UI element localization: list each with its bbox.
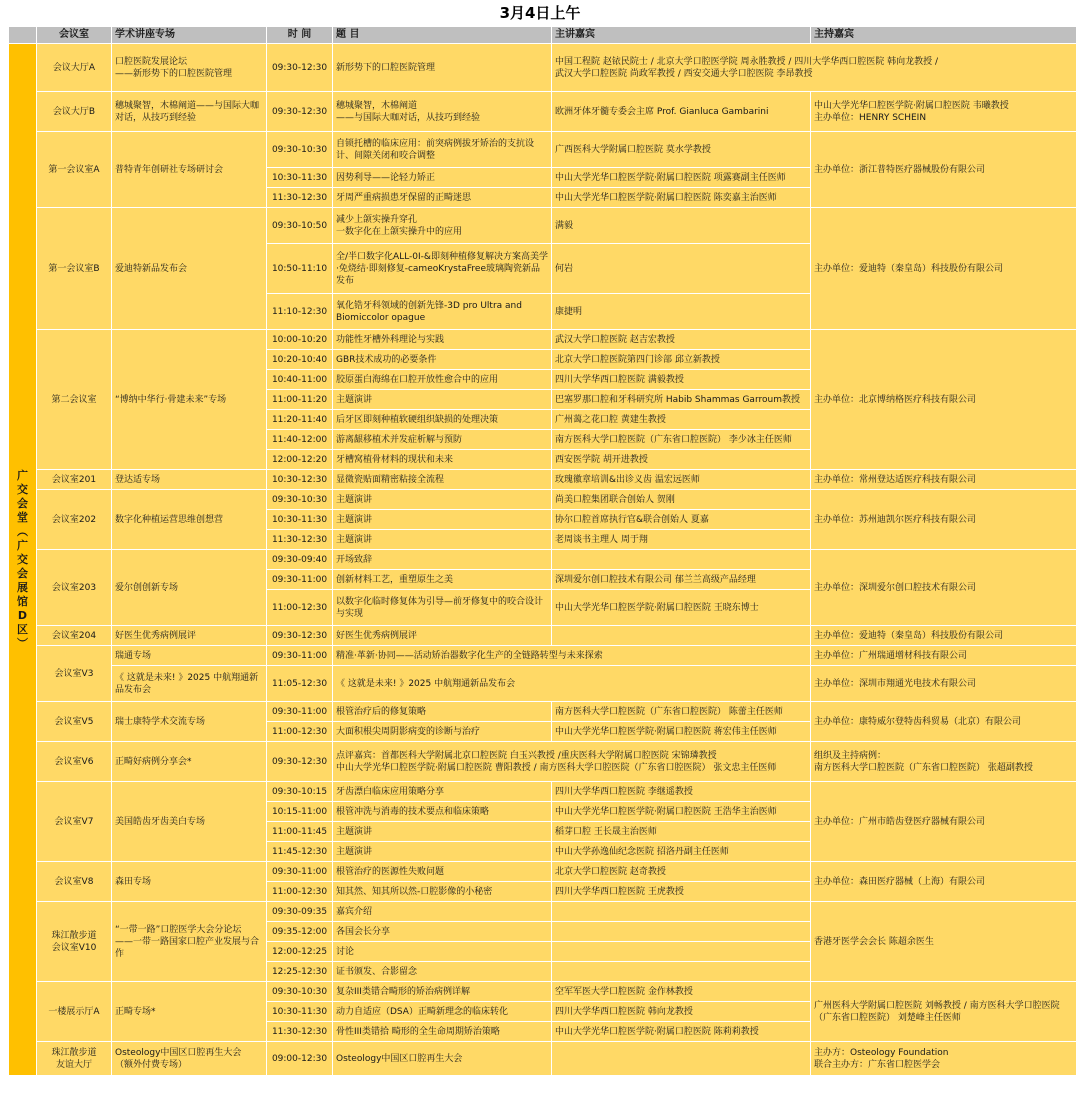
host-cell: 主办单位：深圳市翔通光电技术有限公司 — [811, 666, 1077, 702]
topic-cell: 功能性牙槽外科理论与实践 — [333, 330, 552, 350]
host-cell: 广州医科大学附属口腔医院 刘畅教授 / 南方医科大学口腔医院（广东省口腔医院） 刘楚峰主任医师 — [811, 982, 1077, 1042]
table-row — [9, 208, 1077, 244]
session-cell: 美国皓齿牙齿美白专场 — [112, 782, 267, 862]
speaker-cell: 武汉大学口腔医院 赵吉宏教授 — [552, 330, 811, 350]
time-cell: 09:30-10:15 — [267, 782, 333, 802]
speaker-cell — [552, 550, 811, 570]
table-row — [9, 132, 1077, 168]
speaker-cell: 四川大学华西口腔医院 李继遥教授 — [552, 782, 811, 802]
room-cell: 第二会议室 — [37, 330, 112, 470]
host-cell: 组织及主持病例： 南方医科大学口腔医院（广东省口腔医院） 张超副教授 — [811, 742, 1077, 782]
topic-cell: 开场致辞 — [333, 550, 552, 570]
speaker-cell: 中山大学光华口腔医学院·附属口腔医院 陈奕嘉主治医师 — [552, 188, 811, 208]
time-cell: 09:30-10:30 — [267, 490, 333, 510]
session-cell: 好医生优秀病例展评 — [112, 626, 267, 646]
topic-cell: 新形势下的口腔医院管理 — [333, 44, 552, 92]
speaker-cell: 中山大学光华口腔医学院·附属口腔医院 项露赛副主任医师 — [552, 168, 811, 188]
table-row — [9, 742, 1077, 782]
speaker-cell: 中山大学孙逸仙纪念医院 招洛丹副主任医师 — [552, 842, 811, 862]
topic-cell: 胶原蛋白海绵在口腔开放性愈合中的应用 — [333, 370, 552, 390]
room-cell: 一楼展示厅A — [37, 982, 112, 1042]
speaker-cell — [552, 922, 811, 942]
time-cell: 10:15-11:00 — [267, 802, 333, 822]
table-row — [9, 702, 1077, 722]
speaker-cell: 何岩 — [552, 244, 811, 294]
speaker-cell — [552, 626, 811, 646]
time-cell: 09:30-11:00 — [267, 646, 333, 666]
speaker-cell — [552, 942, 811, 962]
topic-cell: 根管冲洗与消毒的技术要点和临床策略 — [333, 802, 552, 822]
time-cell: 10:50-11:10 — [267, 244, 333, 294]
room-cell: 会议室203 — [37, 550, 112, 626]
header-topic: 题 目 — [333, 27, 552, 44]
time-cell: 09:30-09:40 — [267, 550, 333, 570]
table-row — [9, 490, 1077, 510]
topic-cell: 以数字化临时修复体为引导—前牙修复中的咬合设计与实现 — [333, 590, 552, 626]
time-cell: 11:00-11:20 — [267, 390, 333, 410]
speaker-cell — [552, 962, 811, 982]
time-cell: 11:00-12:30 — [267, 882, 333, 902]
room-cell: 会议室201 — [37, 470, 112, 490]
topic-cell: 根管治疗的医源性失败问题 — [333, 862, 552, 882]
room-cell: 第一会议室B — [37, 208, 112, 330]
session-cell: 口腔医院发展论坛 ——新形势下的口腔医院管理 — [112, 44, 267, 92]
time-cell: 11:00-12:30 — [267, 722, 333, 742]
topic-cell: 嘉宾介绍 — [333, 902, 552, 922]
topic-cell: 《 这就是未来! 》2025 中航翔通新品发布会 — [333, 666, 811, 702]
topic-cell: 创新材料工艺，重塑原生之美 — [333, 570, 552, 590]
time-cell: 11:30-12:30 — [267, 188, 333, 208]
speaker-cell: 玫瑰徽章培训&出诊义齿 温宏远医师 — [552, 470, 811, 490]
topic-cell: Osteology中国区口腔再生大会 — [333, 1042, 552, 1076]
time-cell: 10:30-11:30 — [267, 168, 333, 188]
topic-cell: 自锁托槽的临床应用：前突病例拔牙矫治的支抗设计、间隙关闭和咬合调整 — [333, 132, 552, 168]
time-cell: 11:20-11:40 — [267, 410, 333, 430]
time-cell: 12:00-12:20 — [267, 450, 333, 470]
time-cell: 09:30-12:30 — [267, 92, 333, 132]
speaker-cell — [552, 1042, 811, 1076]
time-cell: 11:10-12:30 — [267, 294, 333, 330]
header-room: 会议室 — [37, 27, 112, 44]
topic-cell: 根管治疗后的修复策略 — [333, 702, 552, 722]
session-cell: 正畸好病例分享会* — [112, 742, 267, 782]
speaker-cell: 中山大学光华口腔医学院·附属口腔医院 王浩华主治医师 — [552, 802, 811, 822]
table-row — [9, 902, 1077, 922]
time-cell: 09:30-09:35 — [267, 902, 333, 922]
time-cell: 09:30-10:30 — [267, 132, 333, 168]
time-cell: 09:30-11:00 — [267, 570, 333, 590]
table-row — [9, 92, 1077, 132]
topic-cell: 主题演讲 — [333, 390, 552, 410]
topic-cell: 主题演讲 — [333, 510, 552, 530]
room-cell: 第一会议室A — [37, 132, 112, 208]
speaker-cell: 满毅 — [552, 208, 811, 244]
speaker-cell: 四川大学华西口腔医院 王虎教授 — [552, 882, 811, 902]
topic-cell: 穗城聚智，木棉阐道 ——与国际大咖对话，从技巧到经验 — [333, 92, 552, 132]
speaker-cell: 康捷明 — [552, 294, 811, 330]
schedule-table — [8, 26, 1077, 1076]
header-speaker: 主讲嘉宾 — [552, 27, 811, 44]
topic-cell: 游离龈移植术并发症析解与预防 — [333, 430, 552, 450]
host-cell: 主办单位：爱迪特（秦皇岛）科技股份有限公司 — [811, 208, 1077, 330]
topic-cell: 牙槽窝植骨材料的现状和未来 — [333, 450, 552, 470]
topic-cell: 精准·革新·协同——活动矫治器数字化生产的全链路转型与未来探索 — [333, 646, 811, 666]
room-cell: 会议大厅A — [37, 44, 112, 92]
time-cell: 10:40-11:00 — [267, 370, 333, 390]
speaker-cell: 广西医科大学附属口腔医院 莫水学教授 — [552, 132, 811, 168]
topic-cell: 大面积根尖周阴影病变的诊断与治疗 — [333, 722, 552, 742]
topic-cell: 全/半口数字化ALL-0I-&即刻种植修复解决方案高美学·免烧结·即刻修复-cameoKrystaFree玻璃陶瓷新品发布 — [333, 244, 552, 294]
session-cell: “一带一路”口腔医学大会分论坛 ——一带一路国家口腔产业发展与合作 — [112, 902, 267, 982]
room-cell: 珠江散步道 友谊大厅 — [37, 1042, 112, 1076]
time-cell: 09:30-11:00 — [267, 702, 333, 722]
session-cell: 登达适专场 — [112, 470, 267, 490]
table-row — [9, 782, 1077, 802]
speaker-cell: 中山大学光华口腔医学院·附属口腔医院 陈莉莉教授 — [552, 1022, 811, 1042]
session-cell: 爱迪特新品发布会 — [112, 208, 267, 330]
topic-cell: 复杂III类错合畸形的矫治病例详解 — [333, 982, 552, 1002]
host-cell: 主办方：Osteology Foundation 联合主办方：广东省口腔医学会 — [811, 1042, 1077, 1076]
time-cell: 11:30-12:30 — [267, 1022, 333, 1042]
topic-cell: 知其然、知其所以然-口腔影像的小秘密 — [333, 882, 552, 902]
table-row — [9, 330, 1077, 350]
session-cell: 爱尔创创新专场 — [112, 550, 267, 626]
venue-label: 广 交 会 堂 ︵ 广 交 会 展 馆 D 区 ︶ — [9, 44, 37, 1076]
table-row — [9, 646, 1077, 666]
speaker-cell: 广州蔼之花口腔 黄建生教授 — [552, 410, 811, 430]
table-row — [9, 982, 1077, 1002]
time-cell: 12:25-12:30 — [267, 962, 333, 982]
header-venue-col — [9, 27, 37, 44]
time-cell: 09:00-12:30 — [267, 1042, 333, 1076]
host-cell: 中山大学光华口腔医学院·附属口腔医院 韦曦教授 主办单位：HENRY SCHEIN — [811, 92, 1077, 132]
time-cell: 10:00-10:20 — [267, 330, 333, 350]
time-cell: 11:05-12:30 — [267, 666, 333, 702]
room-cell: 会议室V3 — [37, 646, 112, 702]
topic-cell: 后牙区即刻种植软硬组织缺损的处理决策 — [333, 410, 552, 430]
host-cell: 香港牙医学会会长 陈超余医生 — [811, 902, 1077, 982]
session-cell: 数字化种植运营思维创想营 — [112, 490, 267, 550]
host-cell: 主办单位：森田医疗器械（上海）有限公司 — [811, 862, 1077, 902]
speaker-cell: 四川大学华西口腔医院 韩向龙教授 — [552, 1002, 811, 1022]
time-cell: 11:30-12:30 — [267, 530, 333, 550]
time-cell: 11:00-12:30 — [267, 590, 333, 626]
table-row — [9, 666, 1077, 702]
header-row — [9, 27, 1077, 44]
room-cell: 会议室V8 — [37, 862, 112, 902]
topic-cell: 牙周严重病损患牙保留的正畸迷思 — [333, 188, 552, 208]
time-cell: 09:30-10:50 — [267, 208, 333, 244]
room-cell: 会议室V7 — [37, 782, 112, 862]
topic-cell: GBR技术成功的必要条件 — [333, 350, 552, 370]
topic-cell: 各国会长分享 — [333, 922, 552, 942]
speaker-cell: 尚美口腔集团联合创始人 贺刚 — [552, 490, 811, 510]
session-cell: “博纳中华行·骨建未来”专场 — [112, 330, 267, 470]
topic-cell: 主题演讲 — [333, 530, 552, 550]
topic-cell: 氧化锆牙科领域的创新先锋-3D pro Ultra and Biomiccolor opague — [333, 294, 552, 330]
host-cell: 主办单位：苏州迪凯尔医疗科技有限公司 — [811, 490, 1077, 550]
page-title: 3月4日上午 — [499, 4, 581, 22]
speaker-cell: 中山大学光华口腔医学院·附属口腔医院 王晓东博士 — [552, 590, 811, 626]
speaker-cell: 欧洲牙体牙髓专委会主席 Prof. Gianluca Gambarini — [552, 92, 811, 132]
table-row — [9, 550, 1077, 570]
table-row — [9, 862, 1077, 882]
speaker-cell: 空军军医大学口腔医院 金作林教授 — [552, 982, 811, 1002]
header-session: 学术讲座专场 — [112, 27, 267, 44]
session-cell: 《 这就是未来! 》2025 中航翔通新品发布会 — [112, 666, 267, 702]
session-cell: Osteology中国区口腔再生大会 （额外付费专场） — [112, 1042, 267, 1076]
topic-cell: 主题演讲 — [333, 490, 552, 510]
time-cell: 10:30-11:30 — [267, 510, 333, 530]
topic-cell: 主题演讲 — [333, 822, 552, 842]
host-cell: 主办单位：广州市皓齿登医疗器械有限公司 — [811, 782, 1077, 862]
time-cell: 12:00-12:25 — [267, 942, 333, 962]
table-row — [9, 470, 1077, 490]
room-cell: 会议室202 — [37, 490, 112, 550]
room-cell: 会议室204 — [37, 626, 112, 646]
time-cell: 11:40-12:00 — [267, 430, 333, 450]
topic-cell: 讨论 — [333, 942, 552, 962]
room-cell: 会议室V6 — [37, 742, 112, 782]
topic-cell: 主题演讲 — [333, 842, 552, 862]
time-cell: 11:45-12:30 — [267, 842, 333, 862]
header-host: 主持嘉宾 — [811, 27, 1077, 44]
header-time: 时 间 — [267, 27, 333, 44]
host-cell: 主办单位：浙江普特医疗器械股份有限公司 — [811, 132, 1077, 208]
speaker-cell: 四川大学华西口腔医院 满毅教授 — [552, 370, 811, 390]
time-cell: 10:20-10:40 — [267, 350, 333, 370]
speaker-cell: 稻芽口腔 王长晟主治医师 — [552, 822, 811, 842]
speaker-cell: 中国工程院 赵铱民院士 / 北京大学口腔医学院 周永胜教授 / 四川大学华西口腔医院 韩向龙教授 / 武汉大学口腔医院 尚政军教授 / 西安交通大学口腔医院 李昂教授 — [552, 44, 1077, 92]
room-cell: 会议大厅B — [37, 92, 112, 132]
time-cell: 10:30-11:30 — [267, 1002, 333, 1022]
speaker-cell: 西安医学院 胡开进教授 — [552, 450, 811, 470]
room-cell: 珠江散步道 会议室V10 — [37, 902, 112, 982]
topic-cell: 动力自适应（DSA）正畸新理念的临床转化 — [333, 1002, 552, 1022]
speaker-cell: 南方医科大学口腔医院（广东省口腔医院） 李少冰主任医师 — [552, 430, 811, 450]
time-cell: 09:30-12:30 — [267, 626, 333, 646]
table-row — [9, 1042, 1077, 1076]
time-cell: 09:30-11:00 — [267, 862, 333, 882]
time-cell: 09:30-12:30 — [267, 44, 333, 92]
speaker-cell: 中山大学光华口腔医学院·附属口腔医院 蒋宏伟主任医师 — [552, 722, 811, 742]
time-cell: 09:30-10:30 — [267, 982, 333, 1002]
time-cell: 11:00-11:45 — [267, 822, 333, 842]
speaker-cell: 北京大学口腔医院 赵奇教授 — [552, 862, 811, 882]
host-cell: 主办单位：爱迪特（秦皇岛）科技股份有限公司 — [811, 626, 1077, 646]
topic-cell: 减少上颌实操升穿孔 一数字化在上颌实操升中的应用 — [333, 208, 552, 244]
session-cell: 穗城聚智，木棉阐道——与国际大咖对话，从技巧到经验 — [112, 92, 267, 132]
time-cell: 09:30-12:30 — [267, 742, 333, 782]
host-cell: 主办单位：康特威尔登特齿科贸易（北京）有限公司 — [811, 702, 1077, 742]
session-cell: 瑞通专场 — [112, 646, 267, 666]
speaker-cell: 深圳爱尔创口腔技术有限公司 郁兰兰高级产品经理 — [552, 570, 811, 590]
speaker-cell: 北京大学口腔医院第四门诊部 邱立新教授 — [552, 350, 811, 370]
session-cell: 瑞士康特学术交流专场 — [112, 702, 267, 742]
topic-cell: 因势利导——论轻力矫正 — [333, 168, 552, 188]
speaker-cell: 老周谈书主理人 周于翔 — [552, 530, 811, 550]
topic-cell: 证书颁发、合影留念 — [333, 962, 552, 982]
topic-cell: 牙齿漂白临床应用策略分享 — [333, 782, 552, 802]
host-cell: 主办单位：深圳爱尔创口腔技术有限公司 — [811, 550, 1077, 626]
host-cell: 主办单位：广州瑞通增材科技有限公司 — [811, 646, 1077, 666]
host-cell: 主办单位：常州登达适医疗科技有限公司 — [811, 470, 1077, 490]
time-cell: 09:35-12:00 — [267, 922, 333, 942]
topic-cell: 点评嘉宾：首都医科大学附属北京口腔医院 白玉兴教授 /重庆医科大学附属口腔医院 宋锦璘教授 中山大学光华口腔医学院·附属口腔医院 曹阳教授 / 南方医科大学口腔医院（广东省口腔医院） 张文忠主任医师 — [333, 742, 811, 782]
session-cell: 森田专场 — [112, 862, 267, 902]
speaker-cell: 巴塞罗那口腔和牙科研究所 Habib Shammas Garroum教授 — [552, 390, 811, 410]
table-row — [9, 44, 1077, 92]
topic-cell: 骨性III类错拾 畸形的全生命周期矫治策略 — [333, 1022, 552, 1042]
session-cell: 普特青年创研社专场研讨会 — [112, 132, 267, 208]
host-cell: 主办单位：北京博纳格医疗科技有限公司 — [811, 330, 1077, 470]
table-row — [9, 626, 1077, 646]
speaker-cell — [552, 902, 811, 922]
topic-cell: 显微瓷贴面精密粘接全流程 — [333, 470, 552, 490]
speaker-cell: 南方医科大学口腔医院（广东省口腔医院） 陈蕾主任医师 — [552, 702, 811, 722]
session-cell: 正畸专场* — [112, 982, 267, 1042]
topic-cell: 好医生优秀病例展评 — [333, 626, 552, 646]
room-cell: 会议室V5 — [37, 702, 112, 742]
time-cell: 10:30-12:30 — [267, 470, 333, 490]
speaker-cell: 协尔口腔首席执行官&联合创始人 夏嘉 — [552, 510, 811, 530]
